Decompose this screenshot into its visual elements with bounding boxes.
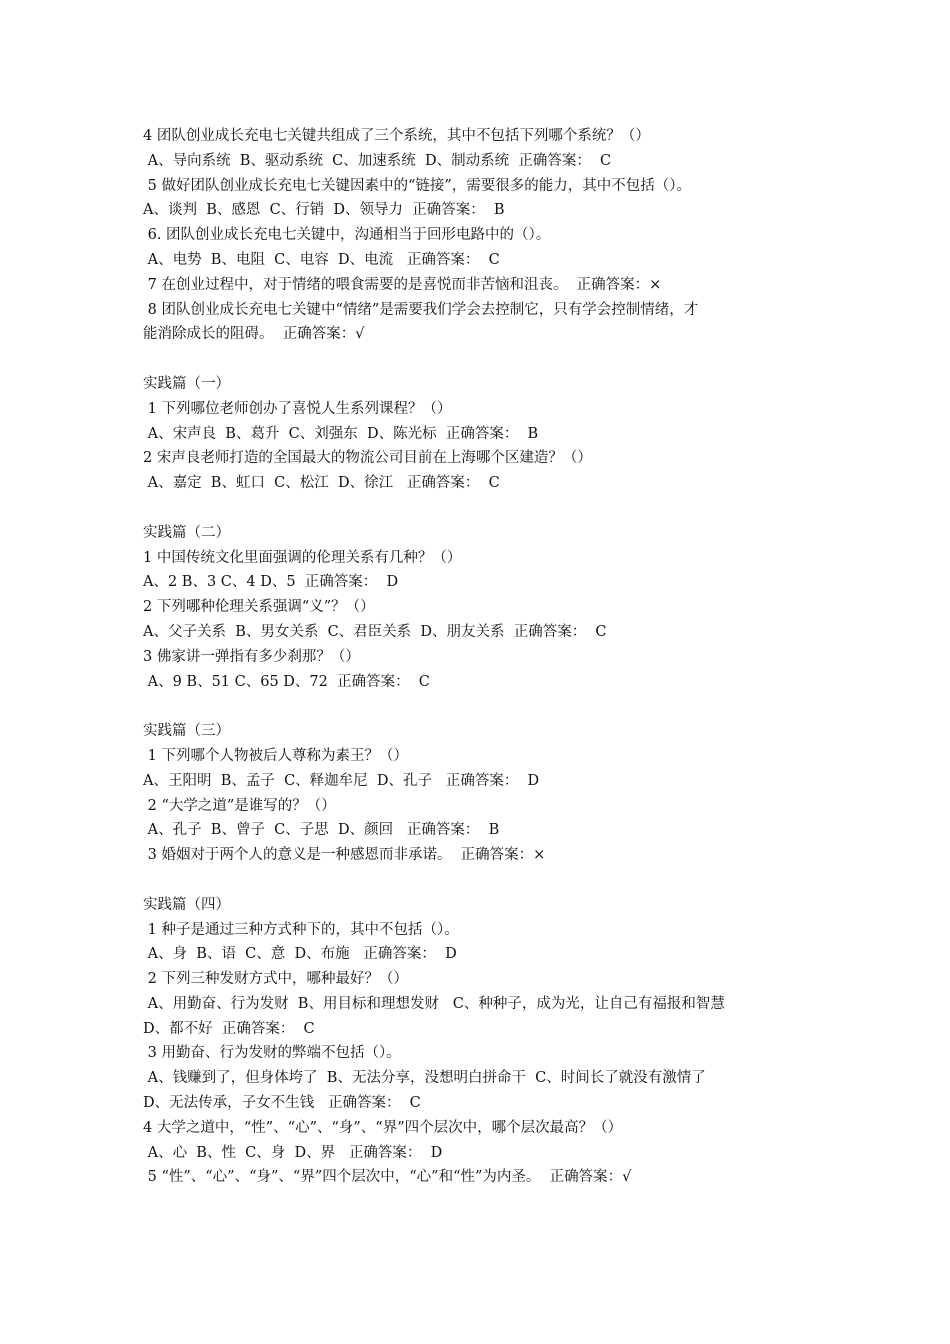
question-line: 4 大学之道中，“性”、“心”、“身”、“界”四个层次中，哪个层次最高？（） bbox=[143, 1119, 623, 1136]
true-false-question-continuation: 能消除成长的阻碍。 正确答案：√ bbox=[143, 326, 365, 343]
section-spacer bbox=[143, 496, 823, 521]
true-false-question-line: 7 在创业过程中，对于情绪的喂食需要的是喜悦而非苦恼和沮丧。 正确答案：× bbox=[143, 276, 662, 293]
answer-options-line: A、2 B、3 C、4 D、5 正确答案： D bbox=[143, 574, 399, 591]
question-line: 5 做好团队创业成长充电七关键因素中的“链接”，需要很多的能力，其中不包括（）。 bbox=[143, 177, 692, 194]
question-line: 1 下列哪位老师创办了喜悦人生系列课程？（） bbox=[143, 400, 452, 417]
question-line: 4 团队创业成长充电七关键共组成了三个系统，其中不包括下列哪个系统？（） bbox=[143, 128, 650, 144]
question-line: 1 中国传统文化里面强调的伦理关系有几种？（） bbox=[143, 549, 462, 566]
question-line: 6. 团队创业成长充电七关键中，沟通相当于回形电路中的（）。 bbox=[143, 227, 551, 244]
answer-options-continuation: D、都不好 正确答案： C bbox=[143, 1020, 315, 1037]
answer-options-line: A、用勤奋、行为发财 B、用目标和理想发财 C、种种子，成为光，让自己有福报和智慧 bbox=[143, 995, 725, 1012]
question-line: 2 宋声良老师打造的全国最大的物流公司目前在上海哪个区建造？（） bbox=[143, 450, 592, 467]
answer-options-continuation: D、无法传承，子女不生钱 正确答案： C bbox=[143, 1095, 421, 1112]
answer-options-line: A、谈判 B、感恩 C、行销 D、领导力 正确答案： B bbox=[143, 202, 505, 219]
answer-options-line: A、父子关系 B、男女关系 C、君臣关系 D、朋友关系 正确答案： C bbox=[143, 623, 607, 640]
section-spacer bbox=[143, 868, 823, 893]
true-false-question-line: 5 “性”、“心”、“身”、“界”四个层次中，“心”和“性”为内圣。 正确答案：√ bbox=[143, 1169, 632, 1186]
answer-options-line: A、嘉定 B、虹口 C、松江 D、徐江 正确答案： C bbox=[143, 475, 500, 492]
question-line: 3 佛家讲一弹指有多少刹那？（） bbox=[143, 648, 360, 665]
section-heading-practice-1: 实践篇（一） bbox=[143, 375, 230, 392]
answer-options-line: A、钱赚到了，但身体垮了 B、无法分享，没想明白拼命干 C、时间长了就没有激情了 bbox=[143, 1070, 706, 1087]
section-heading-practice-4: 实践篇（四） bbox=[143, 896, 230, 913]
document-body bbox=[143, 124, 823, 1190]
answer-options-line: A、孔子 B、曾子 C、子思 D、颜回 正确答案： B bbox=[143, 822, 500, 839]
section-heading-practice-3: 实践篇（三） bbox=[143, 723, 230, 740]
answer-options-line: A、电势 B、电阻 C、电容 D、电流 正确答案： C bbox=[143, 251, 500, 268]
question-line: 3 用勤奋、行为发财的弊端不包括（）。 bbox=[143, 1045, 401, 1062]
question-line: 1 种子是通过三种方式种下的，其中不包括（）。 bbox=[143, 921, 459, 938]
section-spacer bbox=[143, 347, 823, 372]
section-spacer bbox=[143, 694, 823, 719]
section-heading-practice-2: 实践篇（二） bbox=[143, 524, 230, 541]
question-line: 2 下列三种发财方式中，哪种最好？（） bbox=[143, 971, 408, 988]
true-false-question-line: 3 婚姻对于两个人的意义是一种感恩而非承诺。 正确答案：× bbox=[143, 847, 546, 864]
true-false-question-line: 8 团队创业成长充电七关键中“情绪”是需要我们学会去控制它，只有学会控制情绪，才 bbox=[143, 301, 699, 318]
question-line: 2 下列哪种伦理关系强调“义”？（） bbox=[143, 599, 375, 616]
answer-options-line: A、心 B、性 C、身 D、界 正确答案： D bbox=[143, 1144, 443, 1161]
question-line: 2 “大学之道”是谁写的？（） bbox=[143, 797, 336, 814]
answer-options-line: A、导向系统 B、驱动系统 C、加速系统 D、制动系统 正确答案： C bbox=[143, 152, 612, 169]
answer-options-line: A、9 B、51 C、65 D、72 正确答案： C bbox=[143, 673, 430, 690]
question-line: 1 下列哪个人物被后人尊称为素王？（） bbox=[143, 747, 408, 764]
answer-options-line: A、王阳明 B、孟子 C、释迦牟尼 D、孔子 正确答案： D bbox=[143, 772, 540, 789]
answer-options-line: A、身 B、语 C、意 D、布施 正确答案： D bbox=[143, 946, 457, 963]
answer-options-line: A、宋声良 B、葛升 C、刘强东 D、陈光标 正确答案： B bbox=[143, 425, 539, 442]
